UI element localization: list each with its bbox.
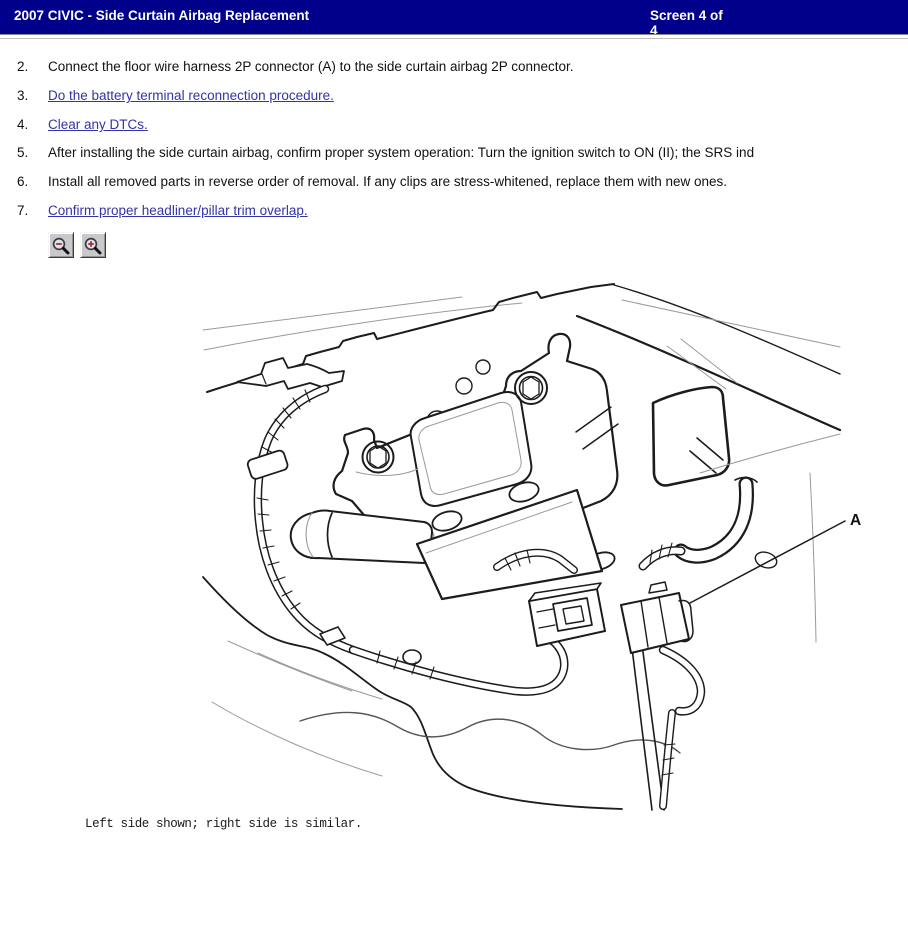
callout-label-a: A xyxy=(850,512,862,529)
step-link-clear-dtcs[interactable]: Clear any DTCs. xyxy=(48,117,148,132)
header-bar xyxy=(0,0,908,34)
step-item-5 xyxy=(0,145,908,163)
step-item-7 xyxy=(0,203,908,221)
page-title: 2007 CIVIC - Side Curtain Airbag Replacement xyxy=(14,8,310,23)
step-number: 6. xyxy=(17,174,29,189)
step-number: 3. xyxy=(17,88,29,103)
magnifier-minus-icon xyxy=(51,236,71,256)
harness-clip xyxy=(237,358,344,389)
step-number: 2. xyxy=(17,59,29,74)
body-panel-lines xyxy=(203,577,680,809)
connector-2p-male xyxy=(529,583,605,646)
connector-2p-female xyxy=(621,582,693,653)
step-item-6 xyxy=(0,174,908,192)
magnifier-plus-icon xyxy=(83,236,103,256)
step-text: Install all removed parts in reverse order of removal. If any clips are stress-whitened, replace them with new ones. xyxy=(48,174,728,189)
step-number: 4. xyxy=(17,117,29,132)
step-item-4 xyxy=(0,117,908,135)
zoom-in-button[interactable] xyxy=(80,232,106,258)
grommet-tube xyxy=(643,478,757,566)
step-link-headliner-overlap[interactable]: Confirm proper headliner/pillar trim overlap. xyxy=(48,203,308,218)
step-text: After installing the side curtain airbag, confirm proper system operation: Turn the ignition switch to ON (II); the SRS ind xyxy=(48,145,755,160)
step-item-2 xyxy=(0,59,908,77)
callout-leader-line xyxy=(690,521,845,603)
step-link-battery-reconnection[interactable]: Do the battery terminal reconnection procedure. xyxy=(48,88,334,103)
step-text: Connect the floor wire harness 2P connector (A) to the side curtain airbag 2P connector. xyxy=(48,59,574,74)
step-number: 7. xyxy=(17,203,29,218)
step-item-3 xyxy=(0,88,908,106)
step-number: 5. xyxy=(17,145,29,160)
zoom-out-button[interactable] xyxy=(48,232,74,258)
vertical-harness xyxy=(631,637,701,810)
screen-counter: Screen 4 of 4 xyxy=(650,8,723,34)
diagram-caption: Left side shown; right side is similar. xyxy=(85,817,362,831)
header-separator xyxy=(0,34,908,39)
